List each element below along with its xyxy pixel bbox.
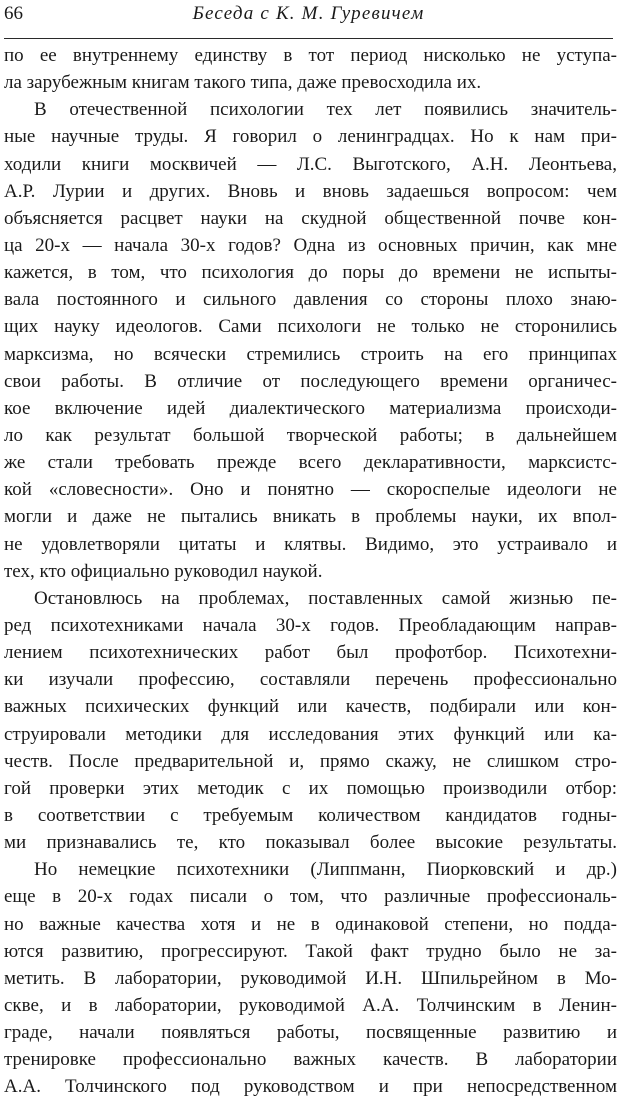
text-line: по ее внутреннему единству в тот период нисколько не уступа- [4,45,617,66]
text-line: тех, кто официально руководил наукой. [4,560,323,582]
text-line: щих науку идеологов. Сами психологи не только не сторонились [4,316,617,338]
text-line: могли и даже не пытались вникать в проблемы науки, их впол- [4,506,617,528]
running-title: Беседа с К. М. Гуревичем [192,3,425,24]
text-line: марксизма, но всячески стремились строить на его принципах [4,343,617,365]
text-line: лением психотехнических работ был профотбор. Психотехни- [4,642,617,664]
text-line: объясняется расцвет науки на скудной общественной почве кон- [4,207,617,229]
text-line: В отечественной психологии тех лет появились значитель- [34,99,617,121]
text-line: кое включение идей диалектического материализма происходи- [4,397,617,419]
body-text [4,42,617,1100]
text-line: но важные качества хотя и не в одинаковой степени, но подда- [4,913,617,935]
text-line: вала постоянного и сильного давления со стороны плохо знаю- [4,289,617,311]
text-line: ло как результат большой творческой работы; в дальнейшем [4,424,617,446]
text-line: ца 20-х — начала 30-х годов? Одна из основных причин, как мне [4,234,617,256]
text-line: в соответствии с требуемым количеством кандидатов годны- [4,804,617,826]
text-line: тренировке профессионально важных качеств. В лаборатории [4,1049,617,1071]
text-line: ла зарубежным книгам такого типа, даже превосходила их. [4,72,482,94]
text-line: скве, и в лаборатории, руководимой А.А. Толчинским в Ленин- [4,994,617,1016]
text-line: ные научные труды. Я говорил о ленинградцах. Но к нам при- [4,126,617,148]
text-line: кажется, в том, что психология до поры до времени не испыты- [4,262,617,284]
text-line: важных психических функций или качеств, подбирали или кон- [4,696,617,718]
text-line: ются развитию, прогрессируют. Такой факт трудно было не за- [4,940,617,962]
page-number: 66 [4,3,23,24]
text-line: же стали требовать прежде всего декларативности, марксистс- [4,452,617,474]
text-line: ми признавались те, кто показывал более высокие результаты. [4,832,617,854]
text-line: свои работы. В отличие от последующего времени органичес- [4,370,617,392]
text-line: А.Р. Лурии и других. Вновь и вновь задаешься вопросом: чем [4,180,617,202]
text-line: граде, начали появляться работы, посвященные развитию и [4,1022,617,1044]
text-line: Остановлюсь на проблемах, поставленных самой жизнью пе- [34,587,617,609]
text-line: честв. После предварительной и, прямо скажу, не слишком стро- [4,750,617,772]
text-line: струировали методики для исследования этих функций или ка- [4,723,617,745]
text-line: ходили книги москвичей — Л.С. Выготского, А.Н. Леонтьева, [4,153,617,175]
text-line: кой «словесности». Оно и понятно — скороспелые идеологи не [4,479,617,501]
page-header [4,0,613,39]
text-line: еще в 20-х годах писали о том, что различные профессиональ- [4,886,617,908]
text-line: Но немецкие психотехники (Липпманн, Пиорковский и др.) [34,859,617,881]
text-line: ред психотехниками начала 30-х годов. Преобладающим направ- [4,614,617,636]
text-line: А.А. Толчинского под руководством и при непосредственном [4,1076,617,1098]
text-line: гой проверки этих методик с их помощью производили отбор: [4,777,617,799]
text-line: ки изучали профессию, составляли перечень профессионально [4,669,617,691]
text-line: метить. В лаборатории, руководимой И.Н. Шпильрейном в Мо- [4,967,617,989]
text-line: не удовлетворяли цитаты и клятвы. Видимо, это устраивало и [4,533,617,555]
